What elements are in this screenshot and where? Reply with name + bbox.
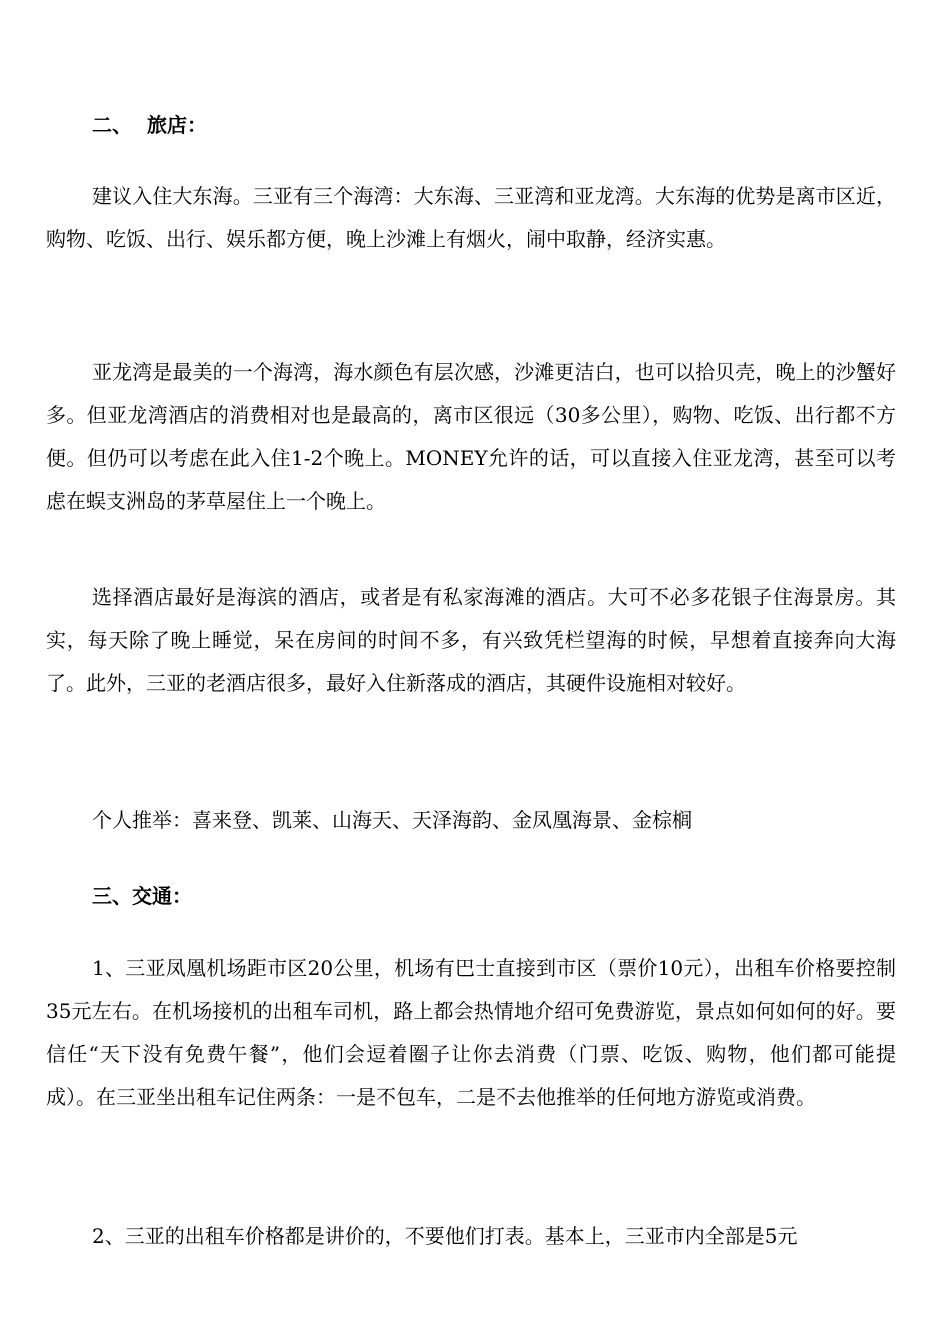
section-title: 旅店： [147,113,207,137]
section-heading-transport [92,882,192,910]
paragraph-recommendations: 个人推举：喜来登、凯莱、山海天、天泽海韵、金凤凰海景、金棕榈 [92,808,692,832]
paragraph-hotel-choice: 选择酒店最好是海滨的酒店，或者是有私家海滩的酒店。大可不必多花银子住海景房。其实，每天除了晚上睡觉，呆在房间的时间不多，有兴致凭栏望海的时候，早想着直接奔向大海了。此外，三亚的老酒店很多，最好入住新落成的酒店，其硬件设施相对较好。 [46,585,896,695]
section-number: 二、 [92,113,132,137]
paragraph-airport: 1、三亚凤凰机场距市区20公里，机场有巴士直接到市区（票价10元），出租车价格要控制35元左右。在机场接机的出租车司机，路上都会热情地介绍可免费游览，景点如何如何的好。要信任“天下没有免费午餐”，他们会逗着圈子让你去消费（门票、吃饭、购物，他们都可能提成）。在三亚坐出租车记住两条：一是不包车，二是不去他推举的任何地方游览或消费。 [46,956,896,1109]
section-title: 三、交通： [92,884,192,908]
paragraph-hotel-intro: 建议入住大东海。三亚有三个海湾：大东海、三亚湾和亚龙湾。大东海的优势是离市区近，购物、吃饭、出行、娱乐都方便，晚上沙滩上有烟火，闹中取静，经济实惠。 [46,184,896,251]
section-heading-hotel [92,111,207,139]
paragraph-taxi: 2、三亚的出租车价格都是讲价的，不要他们打表。基本上，三亚市内全部是5元 [92,1224,798,1248]
paragraph-yalong-bay: 亚龙湾是最美的一个海湾，海水颜色有层次感，沙滩更洁白，也可以拾贝壳，晚上的沙蟹好多。但亚龙湾酒店的消费相对也是最高的，离市区很远（30多公里），购物、吃饭、出行都不方便。但仍可以考虑在此入住1-2个晚上。MONEY允许的话，可以直接入住亚龙湾，甚至可以考虑在蜈支洲岛的茅草屋住上一个晚上。 [46,360,896,513]
